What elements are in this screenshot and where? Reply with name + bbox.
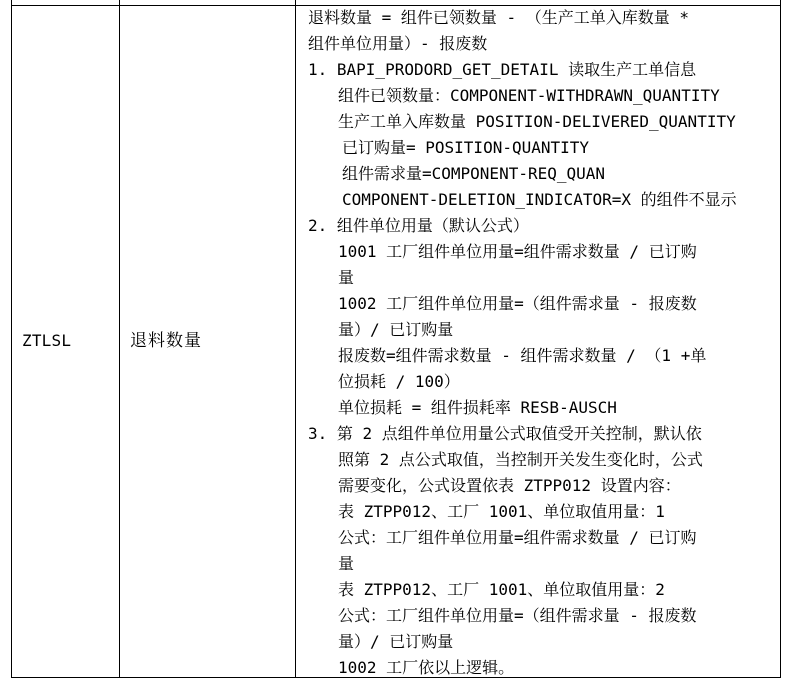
description-line: 1001 工厂组件单位用量=组件需求数量 / 已订购	[338, 242, 697, 261]
description-line: 1. BAPI_PRODORD_GET_DETAIL 读取生产工单信息	[308, 60, 697, 79]
description-line: 公式：工厂组件单位用量=组件需求数量 / 已订购	[338, 528, 697, 547]
description-line: 1002 工厂组件单位用量=（组件需求量 - 报废数	[338, 294, 697, 313]
description-line: 组件单位用量）- 报废数	[308, 34, 488, 53]
spec-table	[11, 0, 781, 678]
description-line: 报废数=组件需求数量 - 组件需求数量 / （1 +单	[338, 346, 707, 365]
description-line: 量	[338, 554, 355, 573]
description-line: 已订购量= POSITION-QUANTITY	[342, 138, 590, 157]
description-line: 2. 组件单位用量（默认公式）	[308, 216, 529, 235]
description-line: 1002 工厂依以上逻辑。	[338, 658, 515, 677]
description-line: 3. 第 2 点组件单位用量公式取值受开关控制，默认依	[308, 424, 702, 443]
description-line: 单位损耗 = 组件损耗率 RESB-AUSCH	[338, 398, 617, 417]
description-line: 需要变化，公式设置依表 ZTPP012 设置内容：	[338, 476, 681, 495]
description-line: 组件已领数量：COMPONENT-WITHDRAWN_QUANTITY	[338, 86, 720, 105]
description-line: 组件需求量=COMPONENT-REQ_QUAN	[342, 164, 606, 183]
description-line: 生产工单入库数量 POSITION-DELIVERED_QUANTITY	[338, 112, 736, 131]
description-line: 量）/ 已订购量	[338, 320, 454, 339]
column-divider-1	[119, 0, 120, 677]
description-line: 公式：工厂组件单位用量=（组件需求量 - 报废数	[338, 606, 697, 625]
column-divider-2	[295, 0, 296, 677]
description-line: 量	[338, 268, 355, 287]
description-line: 表 ZTPP012、工厂 1001、单位取值用量：1	[338, 502, 665, 521]
description-line: 位损耗 / 100）	[338, 372, 460, 391]
field-description-cell	[308, 5, 778, 681]
field-code-cell: ZTLSL	[22, 331, 72, 350]
description-line: 照第 2 点公式取值，当控制开关发生变化时，公式	[338, 450, 703, 469]
description-line: 退料数量 = 组件已领数量 - （生产工单入库数量 *	[308, 8, 690, 27]
field-name-cell: 退料数量	[130, 331, 202, 351]
description-line: 量）/ 已订购量	[338, 632, 454, 651]
description-line: 表 ZTPP012、工厂 1001、单位取值用量：2	[338, 580, 665, 599]
description-line: COMPONENT-DELETION_INDICATOR=X 的组件不显示	[342, 190, 737, 209]
